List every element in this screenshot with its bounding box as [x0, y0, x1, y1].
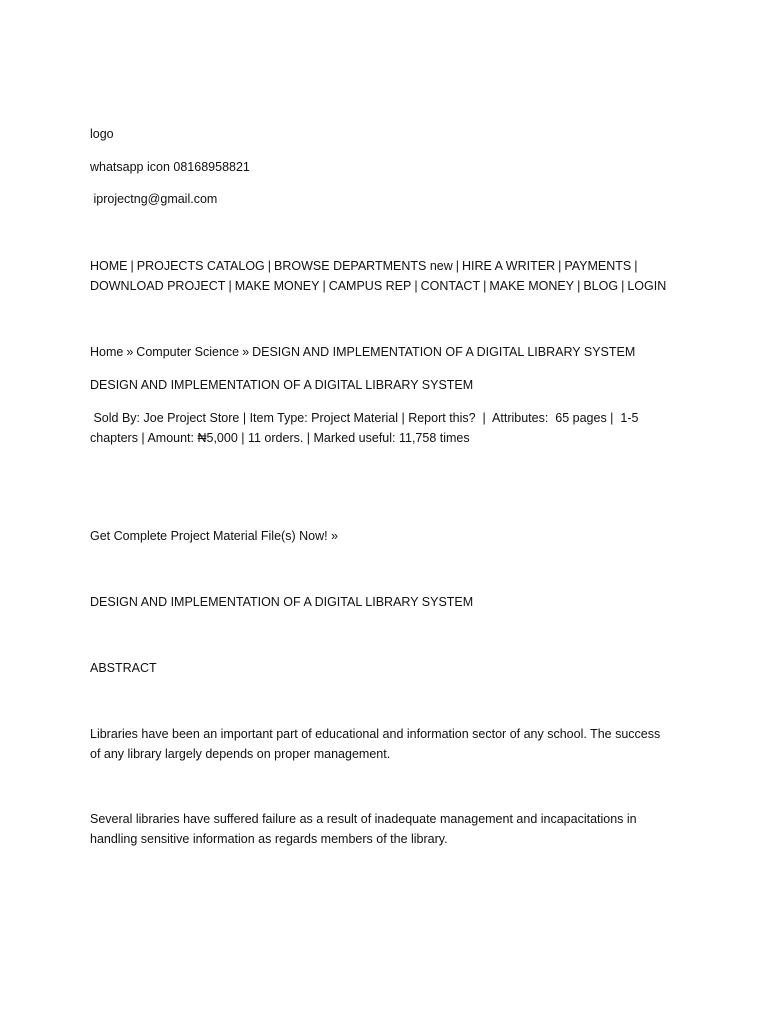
breadcrumb-separator: » [242, 345, 250, 359]
product-meta-line-1: Sold By: Joe Project Store | Item Type: Project Material | Report this? | Attributes: 65 pages | 1-5 [90, 411, 639, 425]
nav-item-browse-departments[interactable]: BROWSE DEPARTMENTS new [274, 259, 453, 273]
nav-separator: | [228, 279, 232, 293]
phone-number[interactable]: 08168958821 [173, 160, 250, 174]
paragraph-1-line-2: of any library largely depends on proper management. [90, 747, 391, 761]
nav-item-hire-a-writer[interactable]: HIRE A WRITER [462, 259, 556, 273]
nav-separator: | [267, 259, 272, 273]
logo[interactable] [90, 124, 680, 144]
nav-separator: | [455, 259, 460, 273]
breadcrumb [90, 342, 680, 362]
nav-separator: | [414, 279, 418, 293]
paragraph-2-line-2: handling sensitive information as regards members of the library. [90, 832, 448, 846]
get-project-material-link[interactable] [90, 526, 680, 546]
nav-item-make-money[interactable]: MAKE MONEY [234, 279, 320, 293]
nav-item-contact[interactable]: CONTACT [420, 279, 481, 293]
email-contact[interactable] [90, 189, 680, 209]
whatsapp-icon: whatsapp icon [90, 160, 170, 174]
nav-separator: | [577, 279, 581, 293]
nav-separator: | [558, 259, 562, 273]
nav-item-blog[interactable]: BLOG [583, 279, 619, 293]
nav-item-home[interactable]: HOME [90, 259, 128, 273]
nav-separator: | [634, 259, 638, 273]
email-link[interactable]: iprojectng@gmail.com [90, 192, 218, 206]
breadcrumb-separator: » [126, 345, 134, 359]
nav-item-campus-rep[interactable]: CAMPUS REP [328, 279, 412, 293]
nav-item-payments[interactable]: PAYMENTS [564, 259, 632, 273]
nav-separator: | [130, 259, 134, 273]
nav-item-login[interactable]: LOGIN [627, 279, 667, 293]
breadcrumb-category[interactable]: Computer Science [136, 345, 240, 359]
abstract-heading: ABSTRACT [90, 661, 157, 675]
content-heading: DESIGN AND IMPLEMENTATION OF A DIGITAL LIBRARY SYSTEM [90, 595, 474, 609]
nav-row-1 [90, 256, 680, 276]
nav-separator: | [621, 279, 625, 293]
nav-row-2 [90, 276, 680, 296]
breadcrumb-home[interactable]: Home [90, 345, 124, 359]
get-project-material-label[interactable]: Get Complete Project Material File(s) Now! » [90, 529, 338, 543]
breadcrumb-current: DESIGN AND IMPLEMENTATION OF A DIGITAL LIBRARY SYSTEM [252, 345, 636, 359]
product-meta-line-2: chapters | Amount: ₦5,000 | 11 orders. | Marked useful: 11,758 times [90, 431, 470, 445]
nav-item-download-project[interactable]: DOWNLOAD PROJECT [90, 279, 226, 293]
page-title: DESIGN AND IMPLEMENTATION OF A DIGITAL LIBRARY SYSTEM [90, 378, 474, 392]
nav-item-make-money-2[interactable]: MAKE MONEY [489, 279, 575, 293]
whatsapp-contact[interactable] [90, 157, 680, 177]
nav-item-projects-catalog[interactable]: PROJECTS CATALOG [136, 259, 265, 273]
logo-text: logo [90, 127, 114, 141]
paragraph-1-line-1: Libraries have been an important part of educational and information sector of any school. The success [90, 727, 661, 741]
nav-separator: | [483, 279, 487, 293]
paragraph-2-line-1: Several libraries have suffered failure as a result of inadequate management and incapacitations in [90, 812, 637, 826]
nav-separator: | [322, 279, 326, 293]
